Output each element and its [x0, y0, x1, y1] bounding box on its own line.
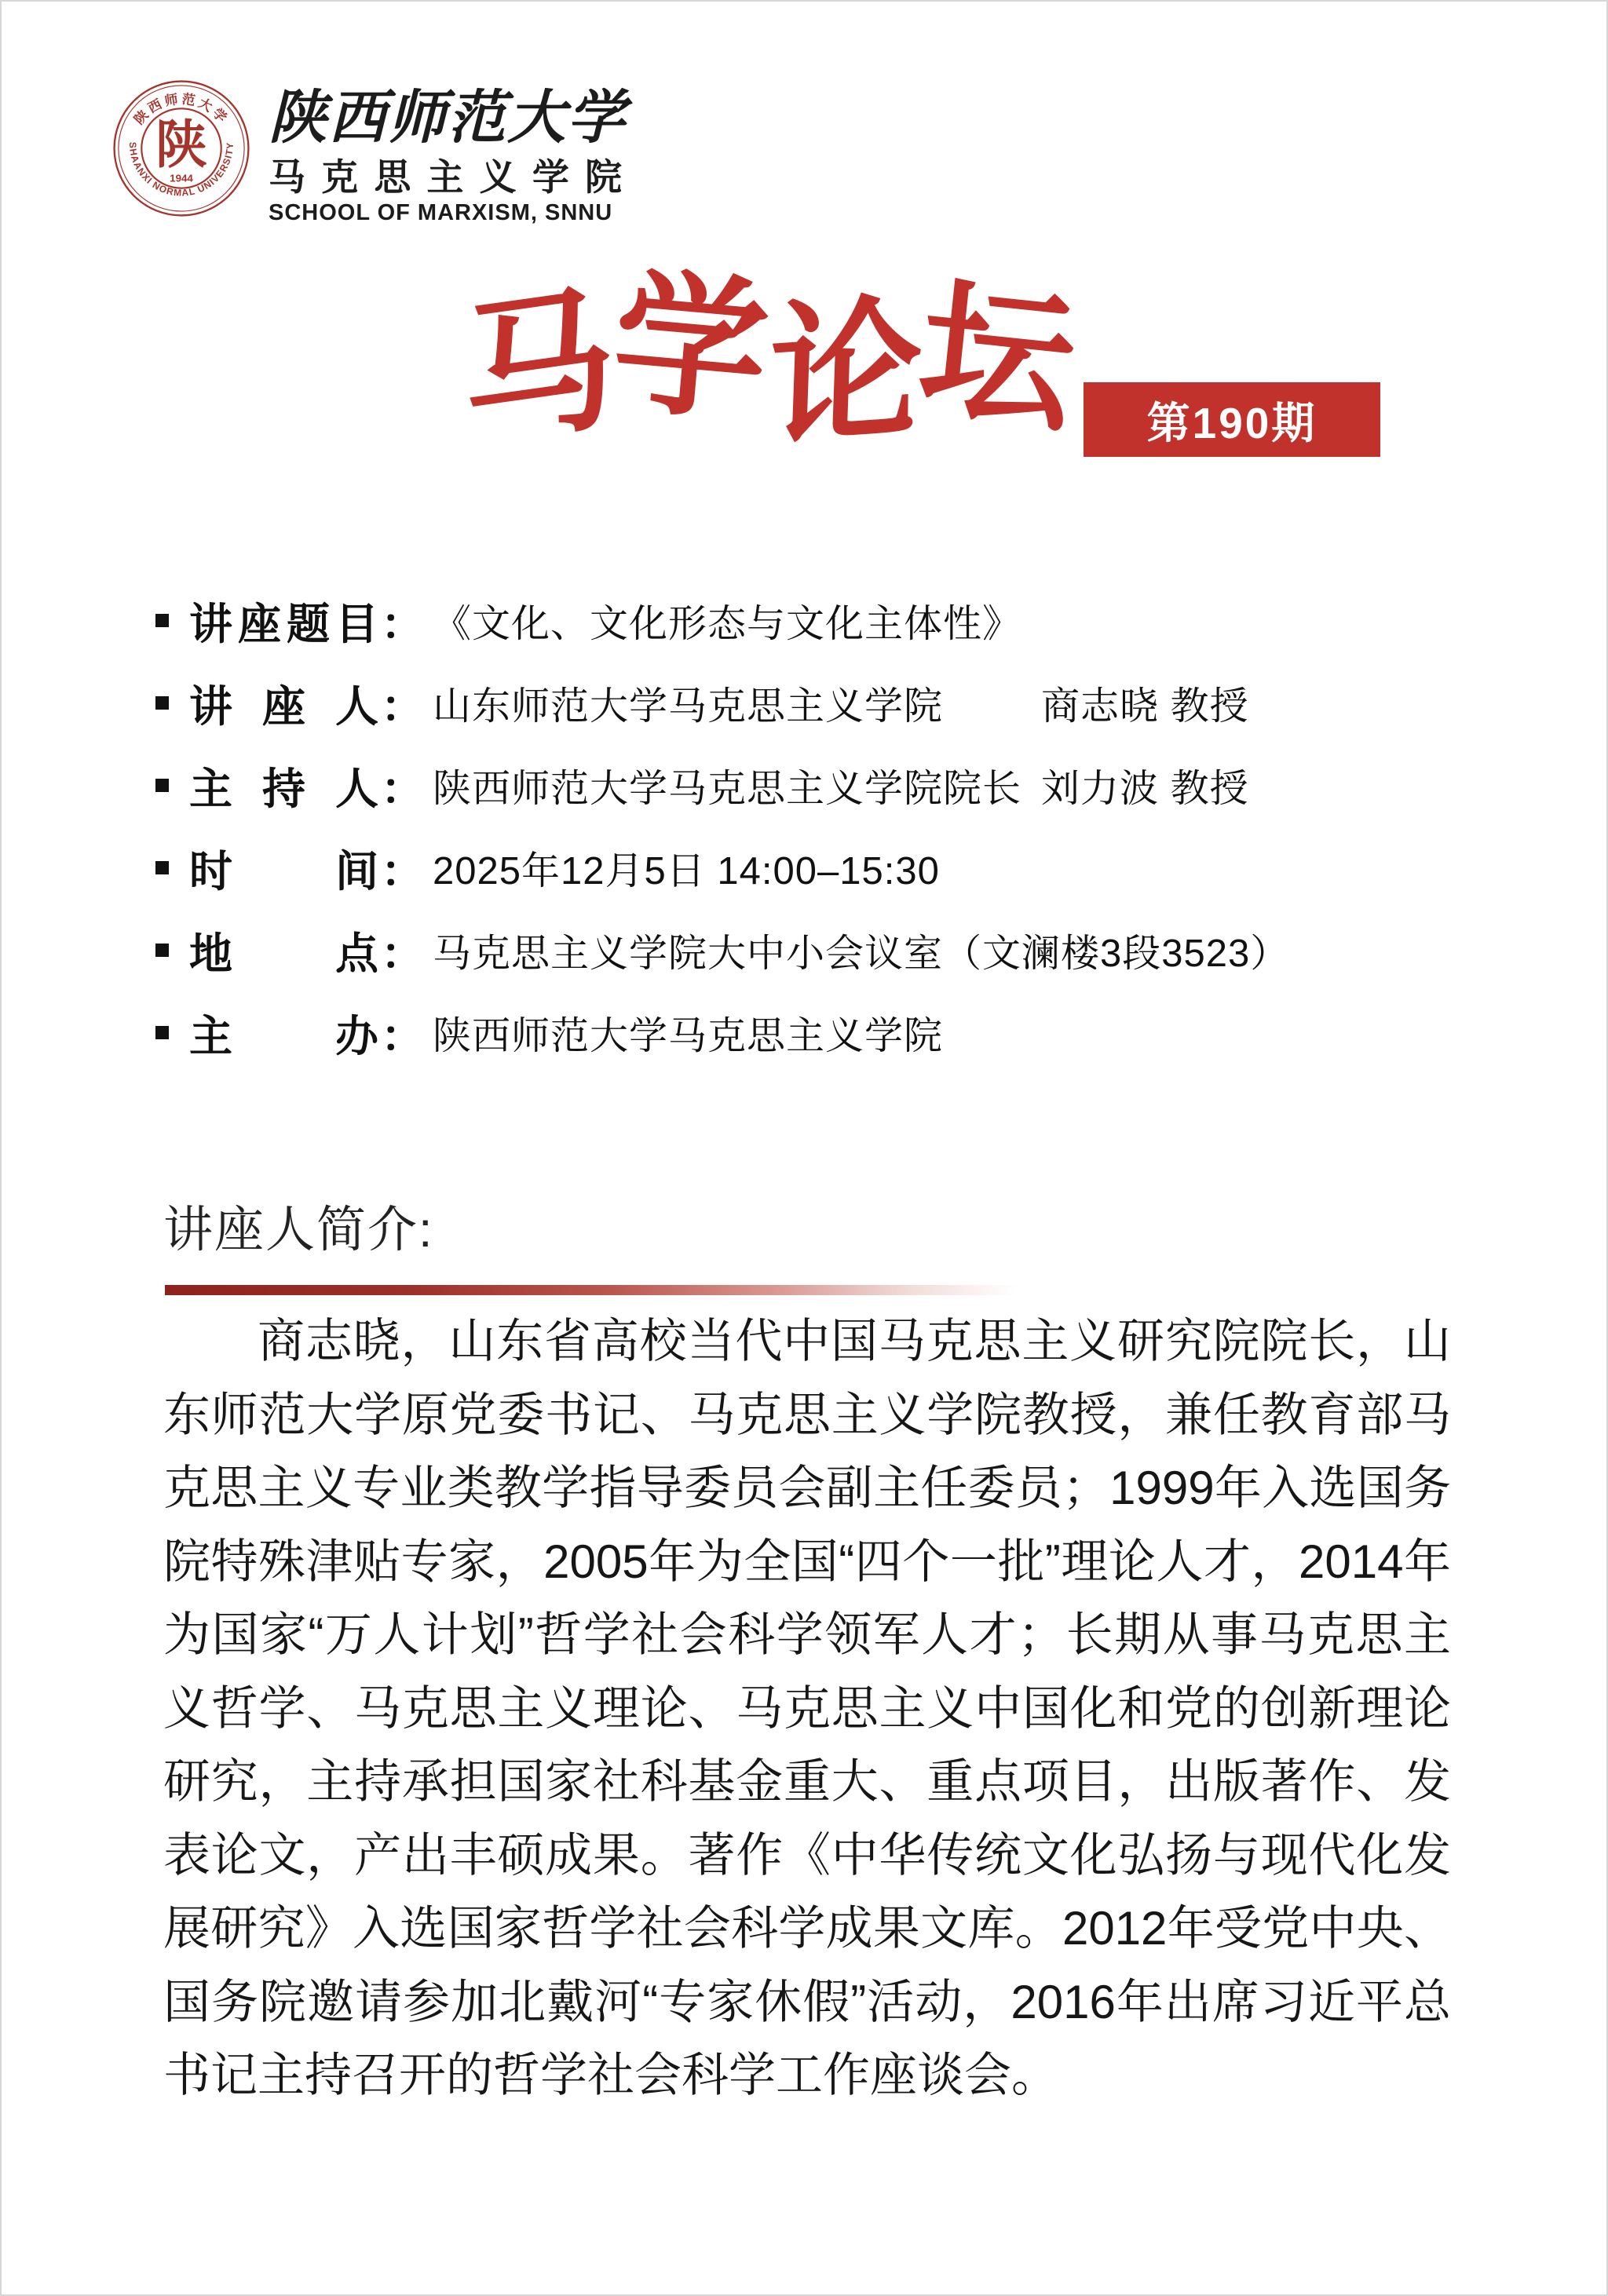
row-value: 陕西师范大学马克思主义学院	[433, 1014, 944, 1057]
forum-title-char: 坛	[912, 266, 1083, 452]
row-colon: ：	[381, 600, 425, 648]
info-row-location	[155, 909, 1289, 991]
square-bullet-icon	[155, 614, 169, 627]
row-label: 主办	[189, 1012, 378, 1060]
row-person: 刘力波 教授	[1041, 767, 1249, 810]
info-row-host	[155, 744, 1289, 827]
university-name: 陕西师范大学	[269, 86, 627, 151]
bio-paragraph: 商志晓，山东省高校当代中国马克思主义研究院院长，山东师范大学原党委书记、马克思主义学院教授，兼任教育部马克思主义专业类教学指导委员会副主任委员；1999年入选国务院特殊津贴专家，2005年为全国“四个一批”理论人才，2014年为国家“万人计划”哲学社会科学领军人才；长期从事马克思主义哲学、马克思主义理论、马克思主义中国化和党的创新理论研究，主持承担国家社科基金重大、重点项目，出版著作、发表论文，产出丰硕成果。著作《中华传统文化弘扬与现代化发展研究》入选国家哲学社会科学成果文库。2012年受党中央、国务院邀请参加北戴河“专家休假”活动，2016年出席习近平总书记主持召开的哲学社会科学工作座谈会。	[163, 1315, 1451, 2101]
forum-title-char: 马	[456, 274, 621, 466]
info-row-organizer	[155, 991, 1289, 1074]
square-bullet-icon	[155, 696, 169, 710]
logo-text-block	[269, 78, 627, 225]
row-value: 马克思主义学院大中小会议室（文澜楼3段3523）	[433, 932, 1290, 975]
square-bullet-icon	[155, 861, 169, 874]
row-colon: ：	[381, 765, 425, 813]
row-label: 讲座题目	[189, 600, 378, 648]
info-row-speaker	[155, 662, 1289, 744]
forum-title-calligraphy	[456, 257, 1083, 466]
row-value: 2025年12月5日 14:00–15:30	[433, 849, 940, 892]
school-logo	[111, 78, 627, 225]
lecture-info-list	[155, 579, 1289, 1074]
row-value: 山东师范大学马克思主义学院	[433, 684, 944, 728]
row-person: 商志晓 教授	[1041, 684, 1249, 728]
seal-center-char: 陕	[155, 116, 207, 174]
row-colon: ：	[381, 929, 425, 978]
bio-heading: 讲座人简介:	[163, 1203, 434, 1258]
row-colon: ：	[381, 682, 425, 731]
university-seal-icon	[111, 78, 251, 218]
row-label: 主持人	[189, 765, 378, 813]
row-label: 讲座人	[189, 682, 378, 731]
row-colon: ：	[381, 1012, 425, 1060]
issue-badge: 第190期	[1084, 382, 1380, 457]
forum-title-char: 论	[766, 283, 926, 466]
info-row-time	[155, 827, 1289, 909]
school-name-en: SCHOOL OF MARXISM, SNNU	[269, 200, 613, 225]
row-value: 陕西师范大学马克思主义学院院长	[433, 767, 1022, 810]
seal-ring-top-text: 陕西师范大学	[131, 91, 232, 128]
bio-divider-gradient-line	[165, 1285, 1017, 1295]
seal-ring-bottom-text: SHAANXI NORMAL UNIVERSITY	[127, 141, 236, 199]
seal-year: 1944	[170, 172, 193, 184]
square-bullet-icon	[155, 779, 169, 792]
forum-title-char: 学	[606, 257, 775, 442]
row-label: 时间	[189, 847, 378, 896]
square-bullet-icon	[155, 1026, 169, 1039]
square-bullet-icon	[155, 944, 169, 957]
row-value: 《文化、文化形态与文化主体性》	[433, 602, 1022, 645]
row-colon: ：	[381, 847, 425, 896]
info-row-topic	[155, 579, 1289, 662]
row-label: 地点	[189, 929, 378, 978]
school-name: 马克思主义学院	[269, 156, 622, 198]
